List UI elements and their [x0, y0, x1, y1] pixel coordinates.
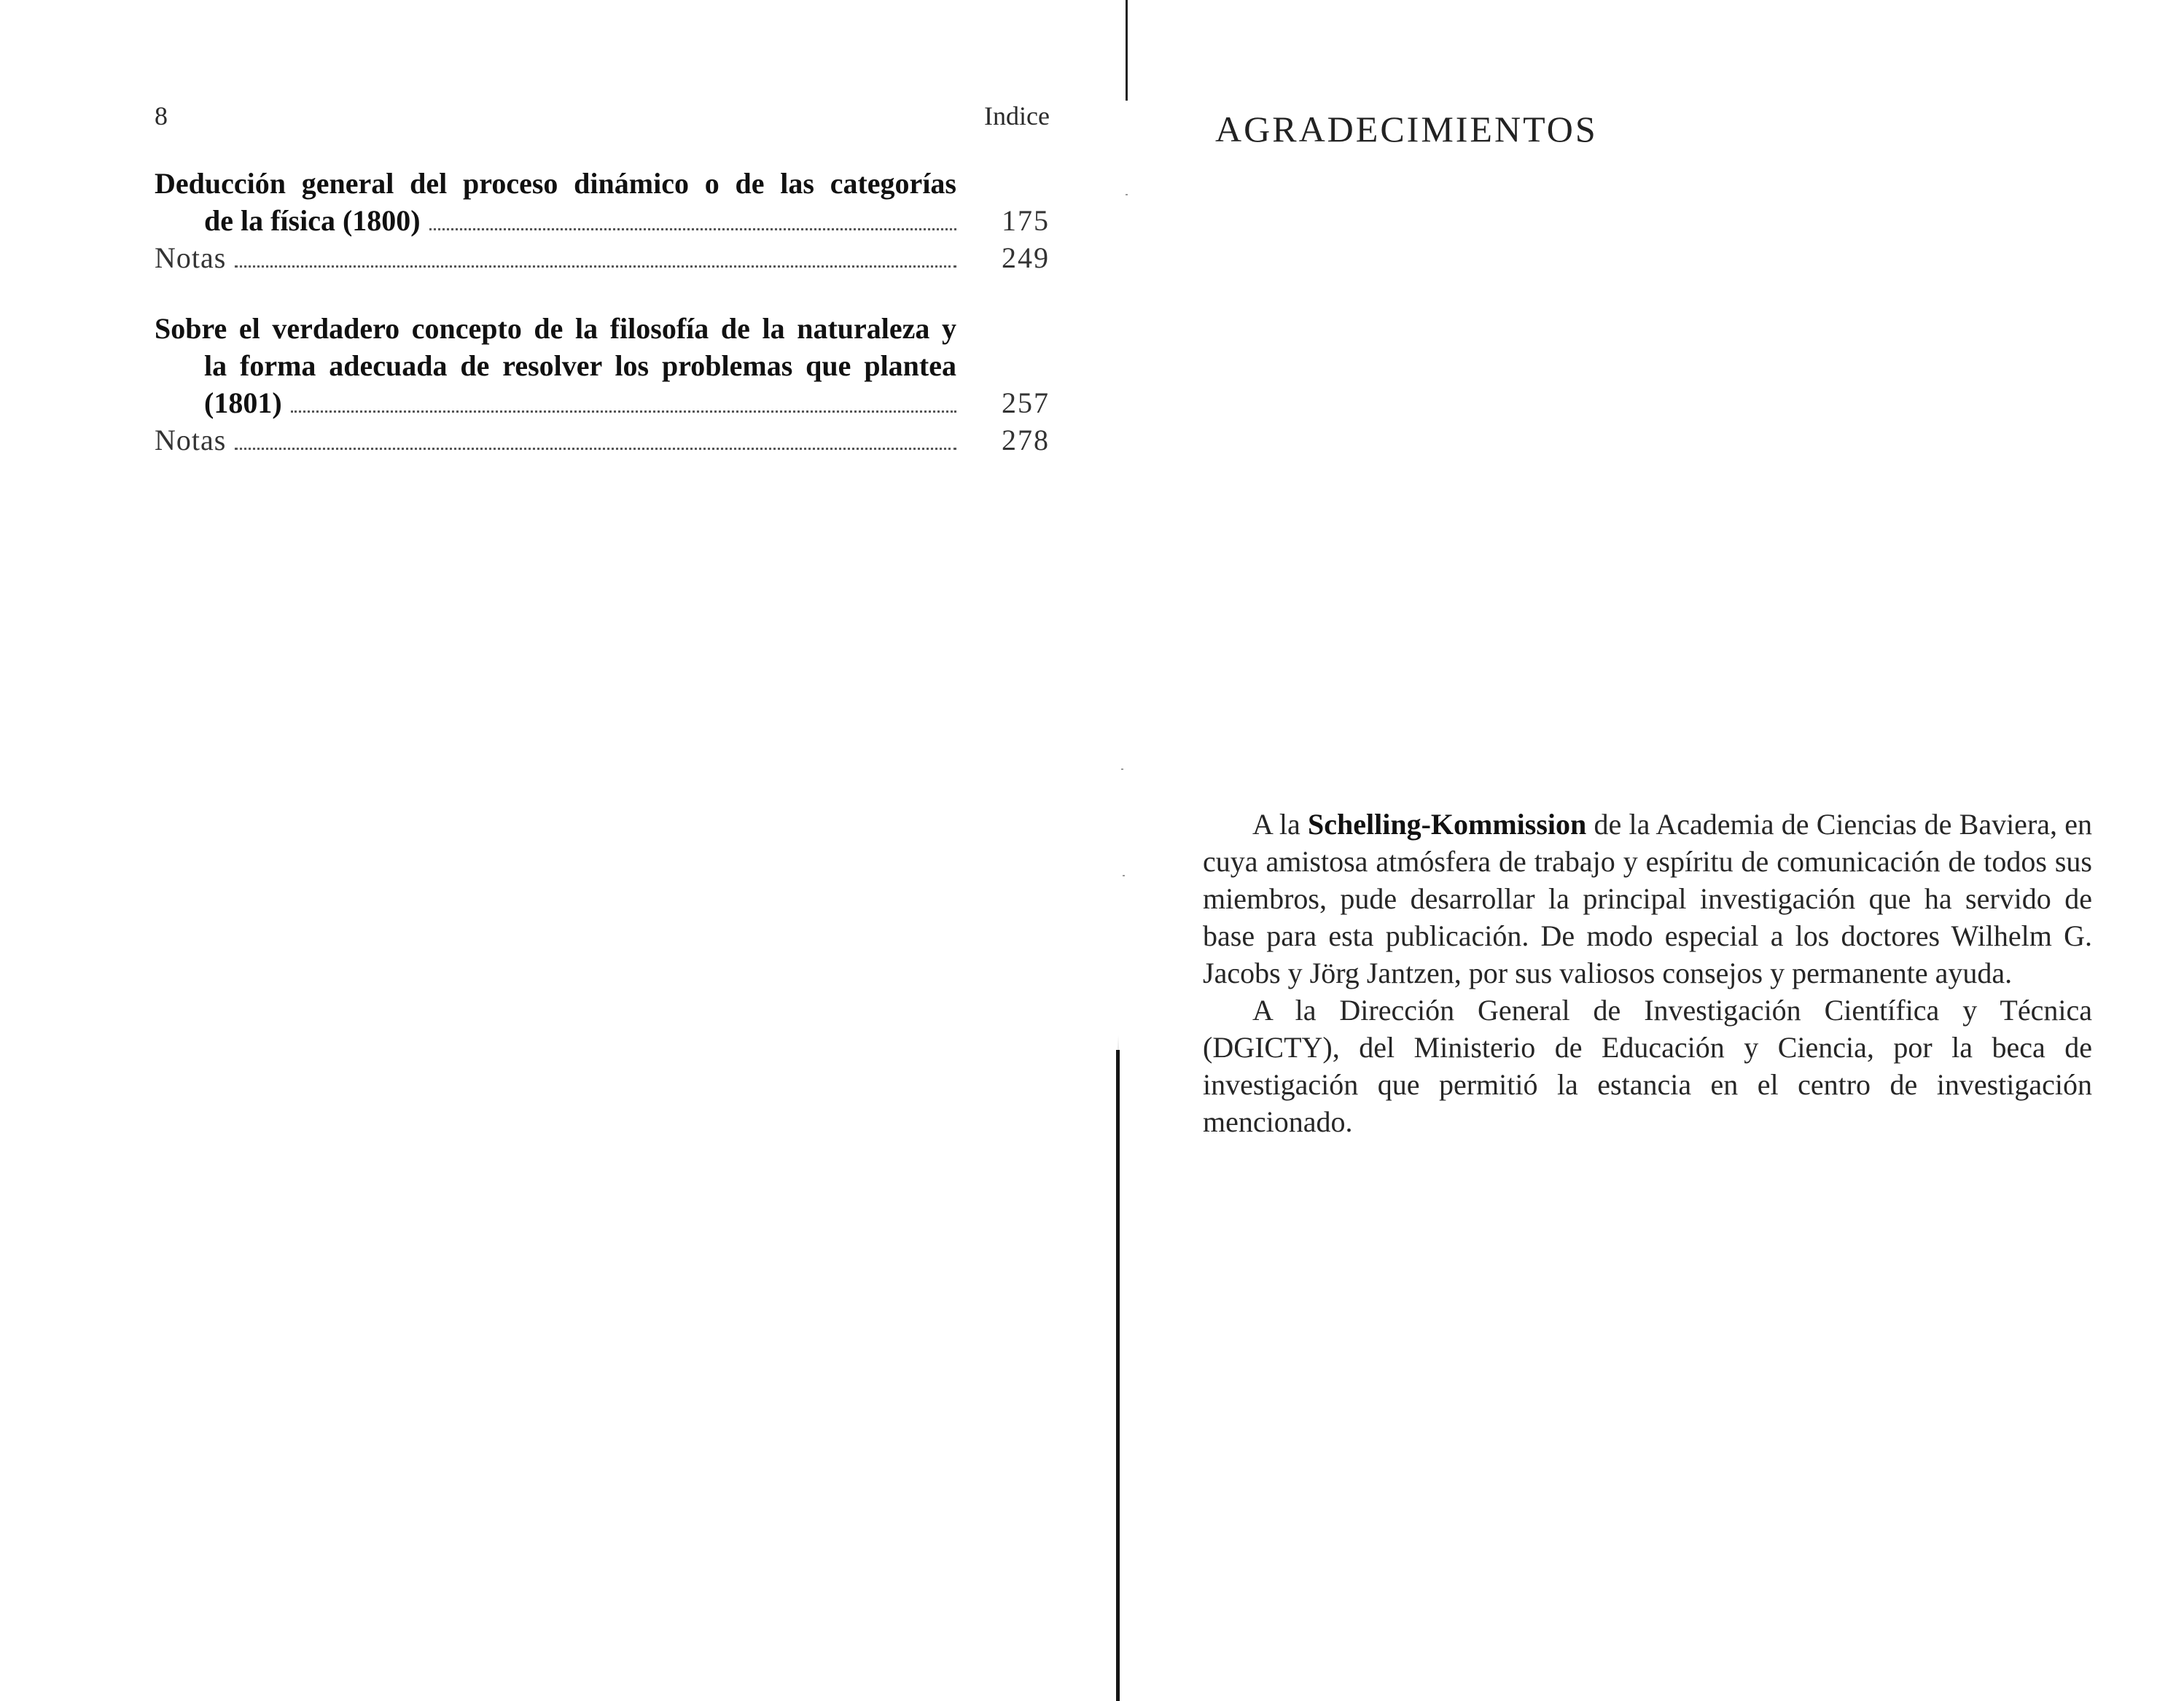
- acknowledgements-body: [1203, 806, 2092, 1140]
- toc-entry-last-line: [155, 421, 1050, 459]
- toc-page-number: 175: [1002, 204, 1050, 237]
- toc-entry-title-line: (1801): [204, 384, 291, 421]
- toc-page-number: 257: [1002, 386, 1050, 419]
- running-head-section: Indice: [984, 101, 1050, 131]
- toc-entry-title-line: Notas: [155, 421, 235, 459]
- toc-entry-title-line: Notas: [155, 239, 235, 276]
- toc-entry[interactable]: [155, 310, 1050, 421]
- page-number: 8: [155, 101, 168, 131]
- toc-entry-title-line: Sobre el verdadero concepto de la filosofía de la naturaleza y: [155, 312, 956, 345]
- toc-entry[interactable]: [155, 165, 1050, 239]
- toc-entry-last-line: [155, 202, 1050, 239]
- paragraph-text: A la: [1252, 808, 1308, 841]
- toc-entry[interactable]: [155, 239, 1050, 276]
- toc-entry-title-line: Deducción general del proceso dinámico o de las categorías: [155, 167, 956, 200]
- toc-entry[interactable]: [155, 421, 1050, 459]
- toc-entry-last-line: [155, 384, 1050, 421]
- paragraph: A la Dirección General de Investigación Científica y Técnica (DGICTY), del Ministerio de Educación y Ciencia, por la beca de investigación que permitió la estancia en el centro de investigación mencionado.: [1203, 994, 2092, 1138]
- toc-page-number: 278: [1002, 424, 1050, 456]
- table-of-contents: [155, 165, 1050, 459]
- dot-leader: [235, 265, 956, 268]
- toc-entry-last-line: [155, 239, 1050, 276]
- dot-leader: [291, 410, 956, 413]
- paragraph-text: de la Academia de Ciencias de Baviera, en cuya amistosa atmósfera de trabajo y espíritu de comunicación de todos sus miembros, pude desarrollar la principal investigación que ha servido de base para esta publicación. De modo especial a los doctores Wilhelm G. Jacobs y Jörg Jantzen, por sus valiosos consejos y permanente ayuda.: [1203, 808, 2092, 989]
- emphasis-text: Schelling-Kommission: [1308, 808, 1587, 841]
- toc-entry-title-line: la forma adecuada de resolver los problemas que plantea: [204, 349, 956, 382]
- chapter-title: AGRADECIMIENTOS: [1215, 109, 1598, 149]
- right-page: [1115, 0, 2184, 1701]
- dot-leader: [235, 448, 956, 450]
- paragraph: [1203, 806, 2092, 992]
- dot-leader: [429, 228, 956, 230]
- toc-entry-title-line: de la física (1800): [204, 202, 429, 239]
- running-head: [155, 101, 1050, 137]
- toc-page-number: 249: [1002, 241, 1050, 274]
